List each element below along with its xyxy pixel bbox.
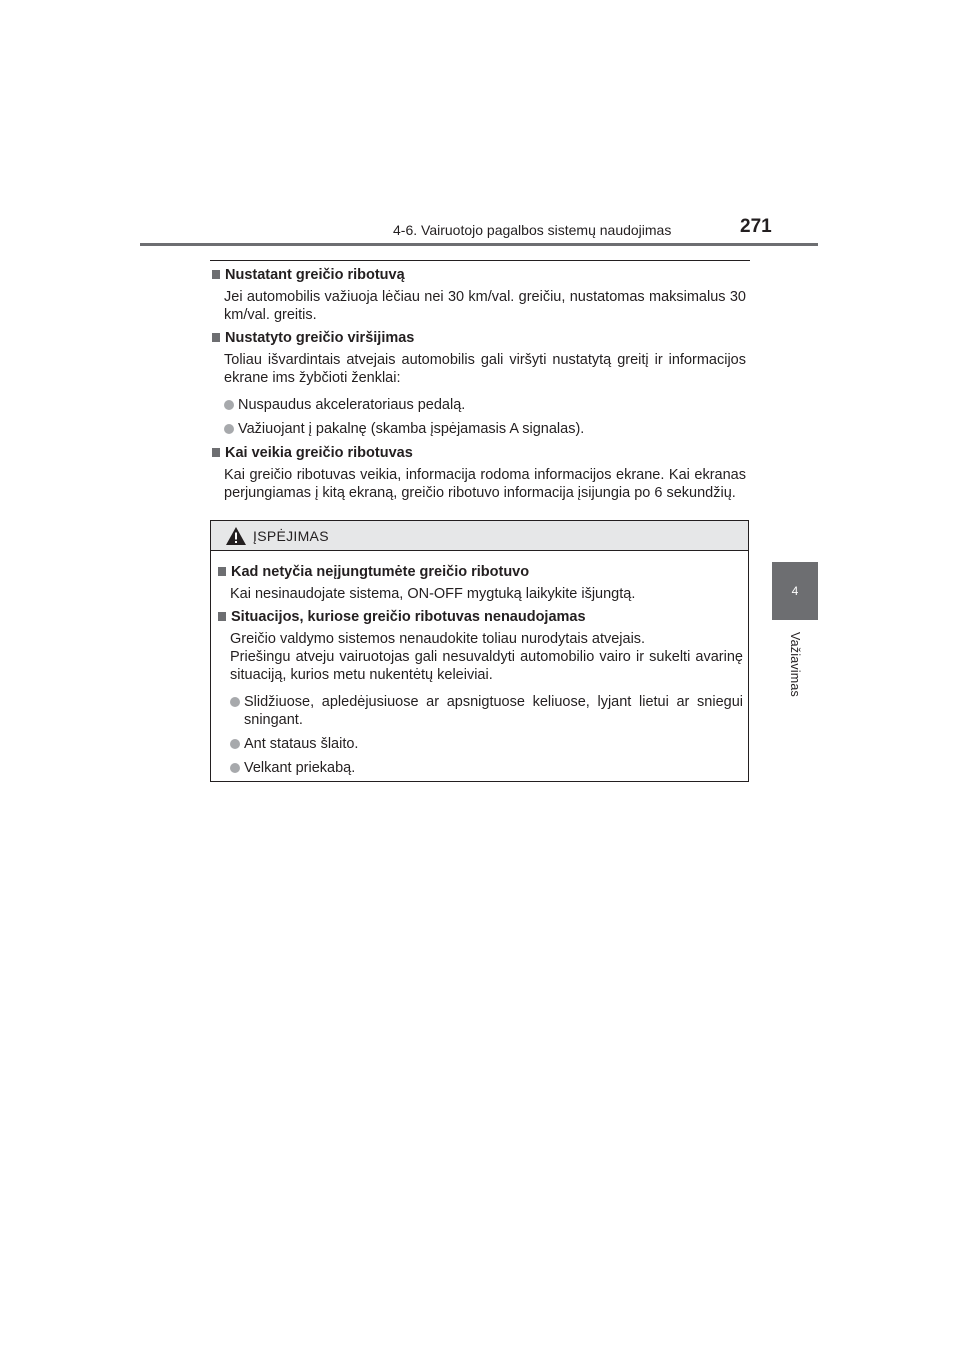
list-item-text: Slidžiuose, apledėjusiuose ar apsnigtuose keliuose, lyjant lietui ar sniegui sningant. xyxy=(244,694,743,728)
section-heading xyxy=(210,266,746,284)
list-item xyxy=(230,735,743,753)
square-bullet-icon xyxy=(218,612,226,621)
circle-bullet-icon xyxy=(230,739,240,749)
warning-header xyxy=(211,521,748,551)
section-paragraph: Kai greičio ribotuvas veikia, informacija rodoma informacijos ekrane. Kai ekranas perjungiamas į kitą ekraną, greičio ribotuvo informacija įsijungia po 6 sekundžių. xyxy=(224,467,746,501)
square-bullet-icon xyxy=(212,270,220,279)
running-header: 4-6. Vairuotojo pagalbos sistemų naudojimas xyxy=(393,222,672,238)
list-item xyxy=(230,693,743,729)
section-heading xyxy=(210,329,746,347)
list-item-text: Ant stataus šlaito. xyxy=(244,736,359,752)
chapter-number: 4 xyxy=(791,584,799,598)
circle-bullet-icon xyxy=(230,697,240,707)
list-item xyxy=(224,396,746,414)
circle-bullet-icon xyxy=(224,400,234,410)
warning-heading xyxy=(216,563,743,581)
section-heading-text: Nustatyto greičio viršijimas xyxy=(225,330,415,346)
square-bullet-icon xyxy=(218,567,226,576)
warning-heading xyxy=(216,608,743,626)
chapter-label: Važiavimas xyxy=(788,632,802,697)
warning-title: ĮSPĖJIMAS xyxy=(253,527,329,544)
header-rule xyxy=(140,243,818,246)
list-item xyxy=(230,759,743,777)
square-bullet-icon xyxy=(212,333,220,342)
warning-paragraph: Priešingu atveju vairuotojas gali nesuvaldyti automobilio vairo ir sukelti avarinę situaciją, kurios metu nukentėtų keleiviai. xyxy=(230,649,743,683)
main-content xyxy=(210,266,746,507)
square-bullet-icon xyxy=(212,448,220,457)
warning-paragraph: Greičio valdymo sistemos nenaudokite toliau nurodytais atvejais. xyxy=(230,631,646,647)
page-number: 271 xyxy=(740,216,772,237)
section-paragraph: Toliau išvardintais atvejais automobilis gali viršyti nustatytą greitį ir informacijos ekrane ims žybčioti ženklai: xyxy=(224,352,746,386)
list-item-text: Važiuojant į pakalnę (skamba įspėjamasis A signalas). xyxy=(238,421,585,437)
warning-box xyxy=(210,520,749,782)
warning-heading-text: Situacijos, kuriose greičio ribotuvas nenaudojamas xyxy=(231,609,586,625)
circle-bullet-icon xyxy=(224,424,234,434)
warning-body xyxy=(211,551,748,777)
list-item-text: Velkant priekabą. xyxy=(244,760,356,776)
warning-heading-text: Kad netyčia neįjungtumėte greičio ribotuvo xyxy=(231,564,530,580)
warning-paragraph: Kai nesinaudojate sistema, ON-OFF mygtuką laikykite išjungtą. xyxy=(230,586,636,602)
section-heading-text: Kai veikia greičio ribotuvas xyxy=(225,445,413,461)
content-top-rule xyxy=(210,260,750,261)
section-paragraph: Jei automobilis važiuoja lėčiau nei 30 km/val. greičiu, nustatomas maksimalus 30 km/val. greitis. xyxy=(224,289,746,323)
section-heading xyxy=(210,444,746,462)
chapter-tab xyxy=(772,562,818,620)
warning-triangle-icon xyxy=(225,526,247,546)
section-heading-text: Nustatant greičio ribotuvą xyxy=(225,267,405,283)
circle-bullet-icon xyxy=(230,763,240,773)
list-item xyxy=(224,420,746,438)
list-item-text: Nuspaudus akceleratoriaus pedalą. xyxy=(238,397,466,413)
